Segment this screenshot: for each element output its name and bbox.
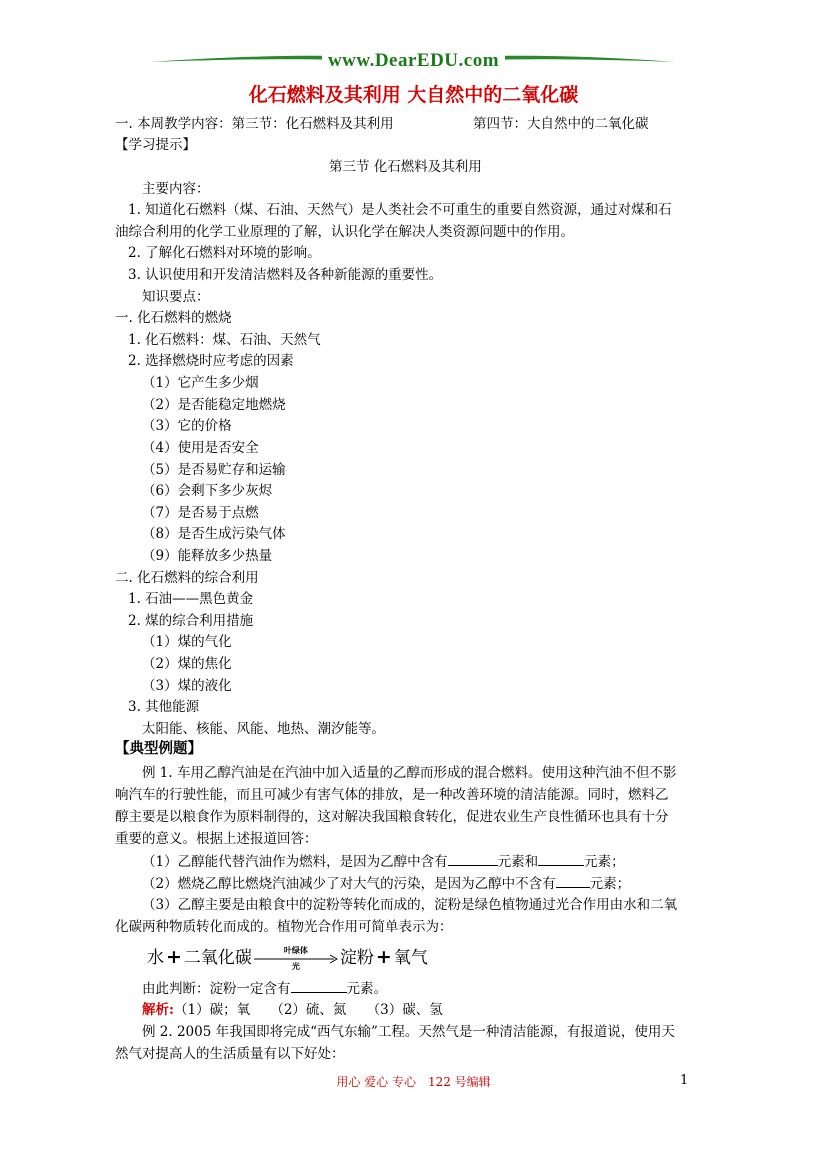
analysis-label: 解析:: [142, 1002, 174, 1018]
product-starch: 淀粉: [339, 948, 374, 968]
list-item: （8）是否生成污染气体: [142, 526, 286, 542]
catalyst-label: 叶绿体: [283, 944, 308, 955]
question-line: （1）乙醇能代替汽油作为燃料，是因为乙醇中含有 元素和 元素；: [142, 854, 625, 870]
answer-line: 解析:（1）碳；氧 （2）硫、氮 （3）碳、氢: [142, 1002, 443, 1018]
content-line: 一. 化石燃料的燃烧: [115, 310, 232, 326]
content-line: 3. 认识使用和开发清洁燃料及各种新能源的重要性。: [128, 267, 443, 283]
content-line: 知识要点：: [142, 289, 210, 305]
content-line: 太阳能、核能、风能、地热、潮汐能等。: [142, 721, 385, 737]
reactant-co2: 二氧化碳: [183, 948, 252, 968]
page-title: 化石燃料及其利用 大自然中的二氧化碳: [248, 84, 579, 106]
question-line: 由此判断：淀粉一定含有 元素。: [142, 981, 387, 997]
content-line: 2. 了解化石燃料对环境的影响。: [128, 245, 321, 261]
list-item: （2）煤的焦化: [142, 656, 232, 672]
list-item: （1）它产生多少烟: [142, 375, 259, 391]
content-line: 2. 选择燃烧时应考虑的因素: [128, 353, 294, 369]
reaction-arrow: [254, 944, 338, 971]
reactant-water: 水: [147, 948, 164, 968]
plus-sign: +: [375, 946, 392, 968]
photosynthesis-equation: [147, 943, 428, 969]
list-item: （5）是否易贮存和运输: [142, 462, 286, 478]
content-line: 化碳两种物质转化而成的。植物光合作用可简单表示为：: [115, 919, 453, 935]
list-item: （6）会剩下多少灰烬: [142, 483, 273, 499]
content-line: 一. 本周教学内容：第三节：化石燃料及其利用: [115, 116, 394, 132]
section-heading: 【学习提示】: [115, 137, 196, 153]
question-line: （2）燃烧乙醇比燃烧汽油减少了对大气的污染，是因为乙醇中不含有 元素；: [142, 876, 631, 892]
content-line: 油综合利用的化学工业原理的了解，认识化学在解决人类资源问题中的作用。: [115, 224, 574, 240]
content-line: 1. 石油——黑色黄金: [128, 591, 254, 607]
section-subtitle: 第三节 化石燃料及其利用: [329, 159, 482, 175]
content-line: 3. 其他能源: [128, 699, 200, 715]
content-line: 然气对提高人的生活质量有以下好处：: [115, 1046, 345, 1062]
content-line: （3）乙醇主要是由粮食中的淀粉等转化而成的，淀粉是绿色植物通过光合作用由水和二氧: [142, 897, 678, 913]
content-line: 醇主要是以粮食作为原料制得的，这对解决我国粮食转化，促进农业生产良性循环也具有十分: [115, 809, 669, 825]
section-heading: 【典型例题】: [115, 740, 202, 757]
page-number: 1: [680, 1073, 689, 1088]
content-line: 二. 化石燃料的综合利用: [115, 570, 259, 586]
content-line: 响汽车的行驶性能，而且可减少有害气体的排放，是一种改善环境的清洁能源。同时，燃料乙: [115, 787, 669, 803]
product-oxygen: 氧气: [393, 948, 428, 968]
list-item: （4）使用是否安全: [142, 440, 259, 456]
plus-sign: +: [166, 946, 182, 968]
list-item: （1）煤的气化: [142, 634, 232, 650]
footer-slogan: 用心 爱心 专心 122 号编辑: [336, 1075, 491, 1089]
content-line: 例 1. 车用乙醇汽油是在汽油中加入适量的乙醇而形成的混合燃料。使用这种汽油不但不影: [142, 765, 677, 781]
content-line: 主要内容：: [142, 181, 210, 197]
content-line: 1. 知道化石燃料（煤、石油、天然气）是人类社会不可重生的重要自然资源，通过对煤和石: [128, 202, 672, 218]
answer-blank[interactable]: [538, 852, 584, 866]
list-item: （2）是否能稳定地燃烧: [142, 397, 286, 413]
list-item: （7）是否易于点燃: [142, 505, 259, 521]
list-item: （3）它的价格: [142, 418, 232, 434]
list-item: （3）煤的液化: [142, 678, 232, 694]
site-header: www.DearEDU.com: [0, 50, 827, 72]
content-line: 1. 化石燃料：煤、石油、天然气: [128, 332, 321, 348]
answer-blank[interactable]: [448, 852, 498, 866]
answer-blank[interactable]: [556, 874, 590, 888]
content-line: 2. 煤的综合利用措施: [128, 613, 254, 629]
content-line: 第四节：大自然中的二氧化碳: [473, 116, 649, 132]
condition-label: 光: [291, 960, 300, 971]
list-item: （9）能释放多少热量: [142, 548, 273, 564]
content-line: 重要的意义。根据上述报道回答：: [115, 831, 318, 847]
content-line: 例 2. 2005 年我国即将完成“西气东输”工程。天然气是一种清洁能源，有报道说，使用天: [142, 1024, 675, 1040]
answer-blank[interactable]: [291, 979, 347, 993]
